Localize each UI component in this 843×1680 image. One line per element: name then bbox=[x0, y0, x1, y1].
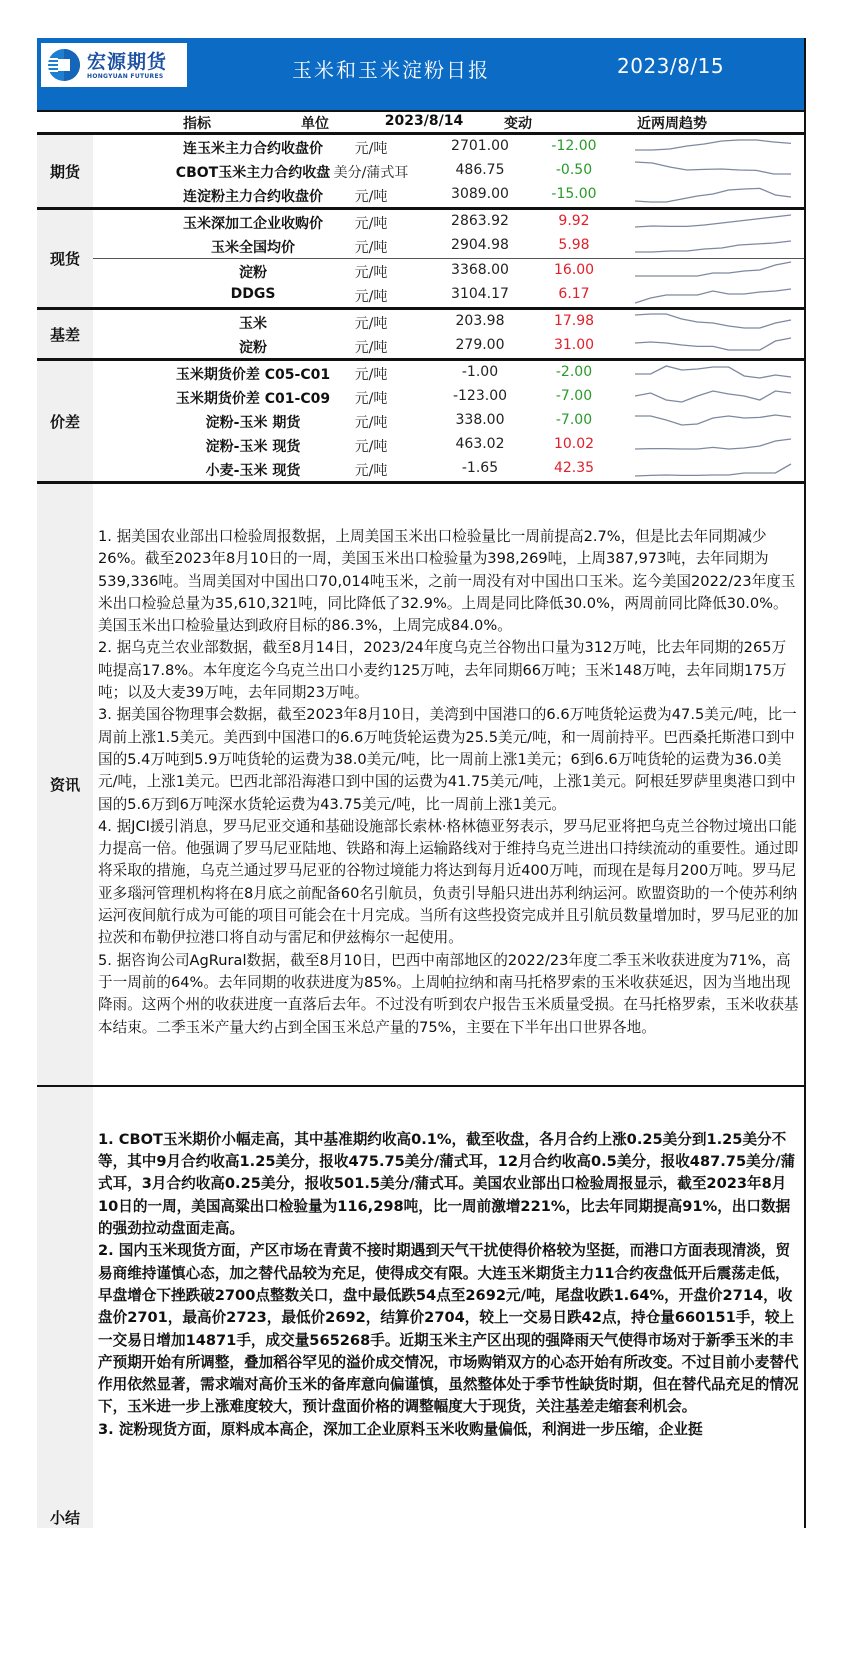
logo-chinese-name: 宏源期货 bbox=[87, 50, 168, 73]
unit: 元/吨 bbox=[354, 367, 388, 383]
indicator-name: 淀粉-玉米 期货 bbox=[205, 415, 301, 431]
value: 3104.17 bbox=[451, 286, 509, 302]
change: -12.00 bbox=[551, 138, 597, 154]
table-row bbox=[93, 409, 804, 433]
unit: 元/吨 bbox=[354, 415, 388, 431]
unit: 元/吨 bbox=[354, 141, 388, 157]
section-1 bbox=[37, 210, 806, 310]
section-label: 价差 bbox=[37, 361, 93, 481]
table-row bbox=[93, 334, 804, 358]
table-row bbox=[93, 258, 804, 283]
table-row bbox=[93, 159, 804, 183]
indicator-name: CBOT玉米主力合约收盘 bbox=[175, 165, 331, 181]
hongyuan-logo-icon bbox=[47, 48, 81, 82]
trend-sparkline bbox=[633, 159, 793, 183]
unit: 元/吨 bbox=[354, 463, 388, 479]
news-paragraph: 3. 据美国谷物理事会数据，截至2023年8月10日，美湾到中国港口的6.6万吨货轮运费为47.5美元/吨，比一周前上涨1.5美元。美西到中国港口的6.6万吨货轮运费为25.5美元/吨，和一周前持平。巴西桑托斯港口到中国的5.4万吨到5.9万吨货轮的运费为38.0美元/吨，比一周前上涨1美元；6到6.6万吨货轮的运费为36.0美元/吨，上涨1美元。巴西北部沿海港口到中国的运费为41.75美元/吨，上涨1美元。阿根廷罗萨里奥港口到中国的5.6万到6万吨深水货轮运费为43.75美元/吨，比一周前上涨1美元。 bbox=[98, 706, 797, 813]
summary-paragraph: 2. 国内玉米现货方面，产区市场在青黄不接时期遇到天气干扰使得价格较为坚挺，而港口方面表现清淡，贸易商维持谨慎心态，加之替代品较为充足，使得成交有限。大连玉米期货主力11合约夜盘低开后震荡走低，早盘增仓下挫跌破2700点整数关口，盘中最低跌54点至2692元/吨，尾盘收跌1.64%，开盘价2714，收盘价2701，最高价2723，最低价2692，结算价2704，较上一交易日跌42点，持仓量660151手，较上一交易日增加14871手，成交量565268手。近期玉米主产区出现的强降雨天气使得市场对于新季玉米的丰产预期开始有所调整，叠加稻谷罕见的溢价成交情况，市场购销双方的心态开始有所改变。不过目前小麦替代作用依然显著，需求端对高价玉米的备库意向偏谨慎，虽然整体处于季节性缺货时期，但在替代品充足的情况下，玉米进一步上涨难度较大，预计盘面价格的调整幅度大于现货，关注基差走缩套利机会。 bbox=[98, 1242, 799, 1416]
value: -1.00 bbox=[461, 364, 499, 380]
table-row bbox=[93, 361, 804, 385]
section-0 bbox=[37, 135, 806, 210]
indicator-name: 连淀粉主力合约收盘价 bbox=[183, 189, 323, 205]
table-row bbox=[93, 234, 804, 258]
data-table bbox=[37, 135, 806, 484]
unit: 元/吨 bbox=[354, 340, 388, 356]
indicator-name: 玉米期货价差 C01-C09 bbox=[175, 391, 331, 407]
change: 16.00 bbox=[553, 262, 595, 278]
value: 2863.92 bbox=[451, 213, 509, 229]
news-body bbox=[93, 484, 804, 1085]
report-title: 玉米和玉米淀粉日报 bbox=[292, 58, 490, 82]
daily-report bbox=[37, 38, 806, 1528]
col-trend: 近两周趋势 bbox=[637, 116, 707, 132]
table-row bbox=[93, 457, 804, 481]
section-3 bbox=[37, 361, 806, 484]
trend-sparkline bbox=[633, 385, 793, 409]
trend-sparkline bbox=[633, 409, 793, 433]
unit: 元/吨 bbox=[354, 289, 388, 305]
change: -2.00 bbox=[555, 364, 593, 380]
unit: 元/吨 bbox=[354, 240, 388, 256]
trend-sparkline bbox=[633, 334, 793, 358]
value: 279.00 bbox=[455, 337, 505, 353]
section-label: 期货 bbox=[37, 135, 93, 207]
trend-sparkline bbox=[633, 210, 793, 234]
table-row bbox=[93, 283, 804, 307]
change: 10.02 bbox=[553, 436, 595, 452]
value: 486.75 bbox=[455, 162, 505, 178]
col-change: 变动 bbox=[504, 116, 532, 132]
news-paragraph: 5. 据咨询公司AgRural数据，截至8月10日，巴西中南部地区的2022/23年度二季玉米收获进度为71%，高于一周前的64%。去年同期的收获进度为85%。上周帕拉纳和南马托格罗索的玉米收获延迟，因为当地出现降雨。这两个州的收获进度一直落后去年。不过没有听到农户报告玉米质量受损。在马托格罗索，玉米收获基本结束。二季玉米产量大约占到全国玉米总产量的75%，主要在下半年出口世界各地。 bbox=[98, 951, 799, 1036]
trend-sparkline bbox=[633, 259, 793, 283]
summary-paragraph: 1. CBOT玉米期价小幅走高，其中基准期约收高0.1%，截至收盘，各月合约上涨0.25美分到1.25美分不等，其中9月合约收高1.25美分，报收475.75美分/蒲式耳，12月合约收高0.5美分，报收487.75美分/蒲式耳，3月合约收高0.25美分，报收501.5美分/蒲式耳。美国农业部出口检验周报显示，截至2023年8月10日的一周，美国高粱出口检验量为116,298吨，比一周前激增221%，比去年同期提高91%，出口数据的强劲拉动盘面走高。 bbox=[98, 1130, 796, 1238]
indicator-name: 淀粉-玉米 现货 bbox=[205, 439, 301, 455]
trend-sparkline bbox=[633, 361, 793, 385]
unit: 美分/蒲式耳 bbox=[333, 165, 409, 181]
trend-sparkline bbox=[633, 457, 793, 481]
summary-label: 小结 bbox=[37, 1087, 93, 1528]
change: 17.98 bbox=[553, 313, 595, 329]
indicator-name: 淀粉 bbox=[239, 340, 267, 356]
value: 203.98 bbox=[455, 313, 505, 329]
trend-sparkline bbox=[633, 234, 793, 258]
news-paragraph: 1. 据美国农业部出口检验周报数据，上周美国玉米出口检验量比一周前提高2.7%，但是比去年同期减少26%。截至2023年8月10日的一周，美国玉米出口检验量为398,269吨，上周387,973吨，去年同期为539,336吨。当周美国对中国出口70,014吨玉米，之前一周没有对中国出口玉米。迄今美国2022/23年度玉米出口检验总量为35,610,321吨，同比降低了32.9%。上周是同比降低30.0%，两周前同比降低30.0%。美国玉米出口检验量达到政府目标的86.3%，上周完成84.0%。 bbox=[98, 528, 796, 635]
value: 2904.98 bbox=[451, 237, 509, 253]
indicator-name: 玉米深加工企业收购价 bbox=[183, 216, 323, 232]
change: 9.92 bbox=[558, 213, 590, 229]
value: 3089.00 bbox=[451, 186, 509, 202]
table-row bbox=[93, 135, 804, 159]
section-label: 基差 bbox=[37, 310, 93, 358]
news-paragraph: 4. 据JCI援引消息，罗马尼亚交通和基础设施部长索林·格林德亚努表示，罗马尼亚将把乌克兰谷物过境出口能力提高一倍。他强调了罗马尼亚陆地、铁路和海上运输路线对于维持乌克兰进出口持续流动的重要性。通过即将采取的措施，乌克兰通过罗马尼亚的谷物过境能力将达到每月近400万吨，而现在是每月200万吨。罗马尼亚多瑙河管理机构将在8月底之前配备60名引航员，负责引导船只进出苏利纳运河。欧盟资助的一个使苏利纳运河夜间航行成为可能的项目可能会在十月完成。当所有这些投资完成并且引航员数量增加时，罗马尼亚的加拉茨和布勒伊拉港口将自动与雷尼和伊兹梅尔一起使用。 bbox=[98, 817, 799, 947]
table-row bbox=[93, 210, 804, 234]
change: 5.98 bbox=[558, 237, 590, 253]
indicator-name: 玉米 bbox=[239, 316, 267, 332]
change: -7.00 bbox=[555, 388, 593, 404]
unit: 元/吨 bbox=[354, 316, 388, 332]
report-header bbox=[37, 38, 806, 110]
change: 42.35 bbox=[553, 460, 595, 476]
value: 2701.00 bbox=[451, 138, 509, 154]
indicator-name: 小麦-玉米 现货 bbox=[205, 463, 301, 479]
col-value: 2023/8/14 bbox=[384, 113, 464, 129]
news-label: 资讯 bbox=[37, 484, 93, 1085]
unit: 元/吨 bbox=[354, 216, 388, 232]
value: -1.65 bbox=[461, 460, 499, 476]
report-date: 2023/8/15 bbox=[617, 54, 725, 78]
col-indicator: 指标 bbox=[183, 116, 211, 132]
unit: 元/吨 bbox=[354, 439, 388, 455]
unit: 元/吨 bbox=[354, 265, 388, 281]
table-column-headers bbox=[37, 110, 806, 135]
unit: 元/吨 bbox=[354, 391, 388, 407]
news-paragraph: 2. 据乌克兰农业部数据，截至8月14日，2023/24年度乌克兰谷物出口量为312万吨，比去年同期的265万吨提高17.8%。本年度迄今乌克兰出口小麦约125万吨，去年同期66万吨；玉米148万吨，去年同期175万吨；以及大麦39万吨，去年同期23万吨。 bbox=[98, 639, 787, 702]
indicator-name: 淀粉 bbox=[239, 265, 267, 281]
trend-sparkline bbox=[633, 183, 793, 207]
trend-sparkline bbox=[633, 283, 793, 307]
company-logo bbox=[41, 43, 187, 87]
logo-english-name: HONGYUAN FUTURES bbox=[87, 72, 164, 80]
indicator-name: 玉米期货价差 C05-C01 bbox=[175, 367, 331, 383]
value: -123.00 bbox=[452, 388, 508, 404]
change: 31.00 bbox=[553, 337, 595, 353]
trend-sparkline bbox=[633, 433, 793, 457]
section-2 bbox=[37, 310, 806, 361]
unit: 元/吨 bbox=[354, 189, 388, 205]
trend-sparkline bbox=[633, 310, 793, 334]
trend-sparkline bbox=[633, 135, 793, 159]
summary-section bbox=[37, 1087, 806, 1528]
indicator-name: DDGS bbox=[230, 286, 276, 302]
change: -7.00 bbox=[555, 412, 593, 428]
value: 463.02 bbox=[455, 436, 505, 452]
summary-body bbox=[93, 1087, 804, 1528]
indicator-name: 玉米全国均价 bbox=[211, 240, 295, 256]
news-section bbox=[37, 484, 806, 1087]
change: -0.50 bbox=[555, 162, 593, 178]
summary-paragraph: 3. 淀粉现货方面，原料成本高企，深加工企业原料玉米收购量偏低，利润进一步压缩，企业挺 bbox=[98, 1420, 703, 1438]
change: -15.00 bbox=[551, 186, 597, 202]
section-label: 现货 bbox=[37, 210, 93, 307]
table-row bbox=[93, 183, 804, 207]
table-row bbox=[93, 310, 804, 334]
indicator-name: 连玉米主力合约收盘价 bbox=[183, 141, 323, 157]
value: 3368.00 bbox=[451, 262, 509, 278]
col-unit: 单位 bbox=[301, 116, 329, 132]
table-row bbox=[93, 385, 804, 409]
table-row bbox=[93, 433, 804, 457]
change: 6.17 bbox=[558, 286, 590, 302]
value: 338.00 bbox=[455, 412, 505, 428]
